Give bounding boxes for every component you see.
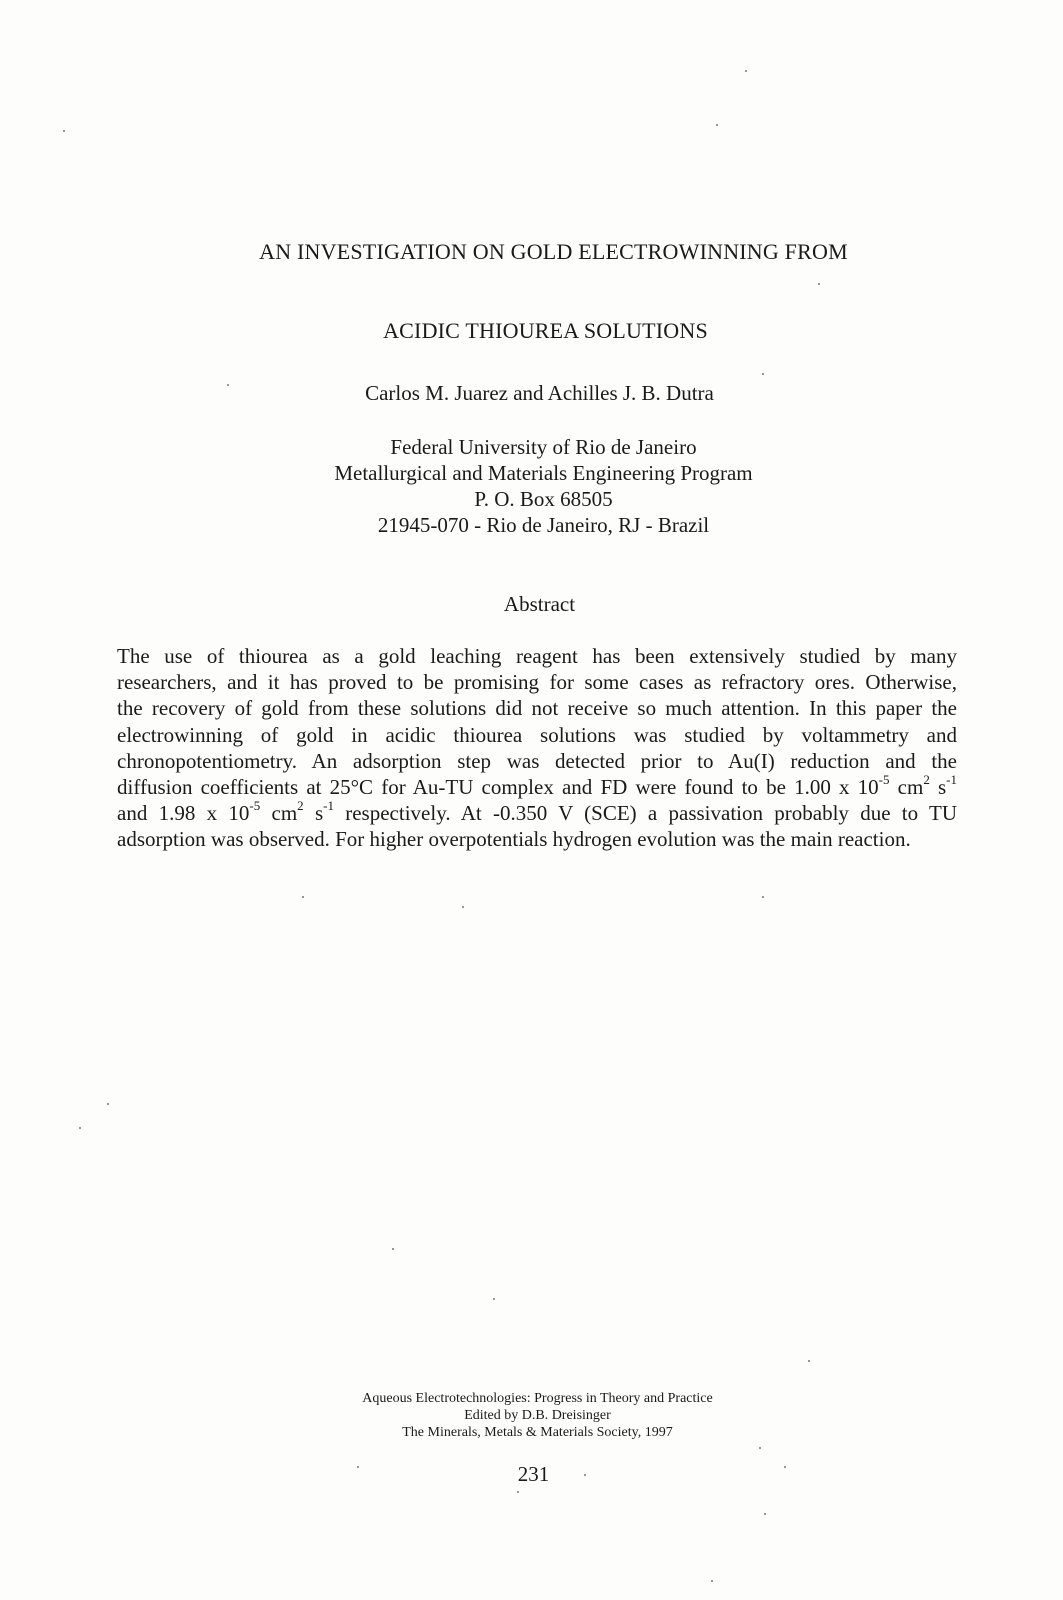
scan-speck <box>392 1248 394 1250</box>
abstract-line <box>117 800 957 826</box>
abstract-line <box>117 774 957 800</box>
abstract-text: s <box>303 801 324 826</box>
abstract-heading: Abstract <box>503 592 576 616</box>
scan-speck <box>762 373 764 375</box>
abstract-body <box>117 643 957 853</box>
scan-speck <box>762 896 764 898</box>
affiliation-po-box: P. O. Box 68505 <box>474 487 613 511</box>
superscript: 2 <box>923 772 930 788</box>
abstract-line: The use of thiourea as a gold leaching reagent has been extensively studied by many <box>117 644 957 668</box>
abstract-line: chronopotentiometry. An adsorption step was detected prior to Au(I) reduction and the <box>117 748 957 773</box>
scan-speck <box>302 896 304 898</box>
footer-editor: Edited by D.B. Dreisinger <box>464 1408 611 1423</box>
abstract-line: researchers, and it has proved to be promising for some cases as refractory ores. Otherwise, <box>117 670 957 695</box>
footer-publisher: The Minerals, Metals & Materials Society, 1997 <box>402 1425 673 1440</box>
abstract-text: s <box>929 775 947 800</box>
publication-footer <box>6 1390 1063 1441</box>
authors: Carlos M. Juarez and Achilles J. B. Dutra <box>365 381 714 405</box>
scan-speck <box>745 70 747 72</box>
abstract-text: cm <box>889 775 924 800</box>
paper-title-line-2: ACIDIC THIOUREA SOLUTIONS <box>383 318 708 343</box>
abstract-text: respectively. At -0.350 V (SCE) a passivation probably due to TU <box>333 801 958 826</box>
scan-speck <box>808 1360 810 1362</box>
scan-speck <box>227 384 229 386</box>
scan-speck <box>63 130 65 132</box>
superscript: -5 <box>249 798 261 814</box>
scan-speck <box>716 124 718 126</box>
paper-title-line-1: AN INVESTIGATION ON GOLD ELECTROWINNING FROM <box>259 239 848 264</box>
abstract-text: cm <box>260 801 298 826</box>
scan-speck <box>711 1580 713 1582</box>
scan-speck <box>357 1466 359 1468</box>
superscript: -1 <box>946 772 958 788</box>
scan-speck <box>107 1103 109 1105</box>
affiliation-university: Federal University of Rio de Janeiro <box>390 435 697 459</box>
abstract-text: and 1.98 x 10 <box>117 801 250 826</box>
abstract-line: the recovery of gold from these solutions did not receive so much attention. In this paper the <box>117 696 957 721</box>
footer-book-title: Aqueous Electrotechnologies: Progress in Theory and Practice <box>362 1391 713 1406</box>
scan-speck <box>764 1513 766 1515</box>
abstract-line: electrowinning of gold in acidic thiourea solutions was studied by voltammetry and <box>117 722 957 747</box>
scan-speck <box>818 283 820 285</box>
affiliation-address: 21945-070 - Rio de Janeiro, RJ - Brazil <box>377 513 710 537</box>
scan-speck <box>462 906 464 908</box>
scan-speck <box>759 1447 761 1449</box>
scan-speck <box>517 1491 519 1493</box>
page-number: 231 <box>517 1462 550 1486</box>
scan-speck <box>784 1466 786 1468</box>
affiliation-program: Metallurgical and Materials Engineering Program <box>334 461 753 485</box>
scan-speck <box>79 1127 81 1129</box>
superscript: -5 <box>878 772 890 788</box>
scan-speck <box>493 1298 495 1300</box>
abstract-text: diffusion coefficients at 25°C for Au-TU complex and FD were found to be 1.00 x 10 <box>117 775 879 800</box>
affiliation <box>12 434 1063 538</box>
superscript: -1 <box>323 798 334 814</box>
abstract-line: adsorption was observed. For higher overpotentials hydrogen evolution was the main reaction. <box>117 827 911 852</box>
scan-speck <box>584 1474 586 1476</box>
superscript: 2 <box>297 798 304 814</box>
